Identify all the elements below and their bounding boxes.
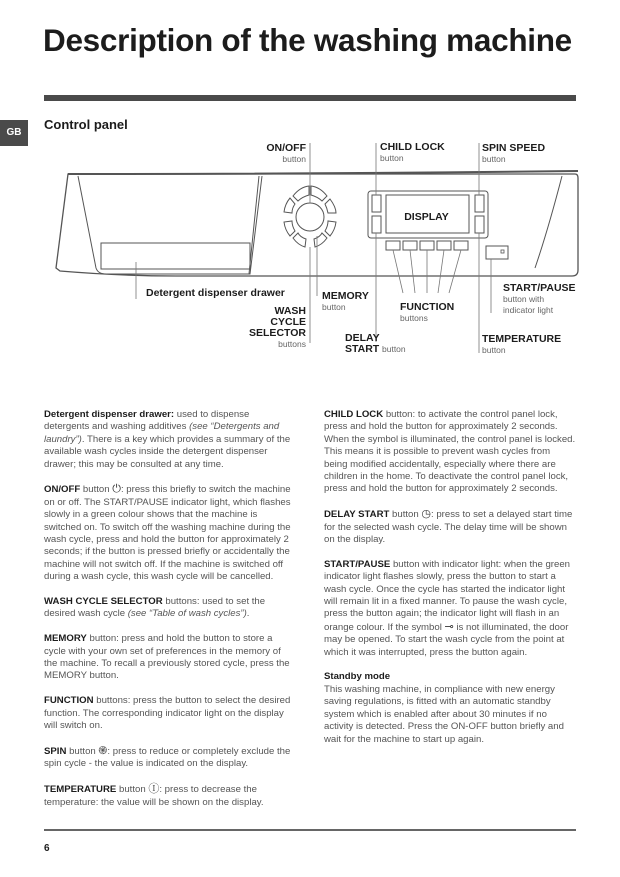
temperature-button-shape bbox=[475, 216, 484, 233]
para-function bbox=[44, 695, 296, 732]
callout-delay-start-sub: button bbox=[382, 344, 406, 354]
function-button-5 bbox=[454, 241, 468, 250]
child-lock-button-shape bbox=[372, 195, 381, 212]
callout-memory-sub: button bbox=[322, 302, 346, 312]
page-title: Description of the washing machine bbox=[43, 22, 572, 58]
temperature-icon: Ⓘ bbox=[148, 783, 160, 796]
para-text: button: to activate the control panel lock, press and hold the button for approximately 2 seconds. When the symbol is illuminated, the control panel is locked. This means it is possible to prevent wash cycles from being modified accidentally, especially where there are children in the home. To deactivate the control panel lock, press and hold the button for approximately 2 seconds. bbox=[324, 409, 576, 495]
callout-delay-start-l2: START bbox=[345, 343, 380, 355]
drawer-outline bbox=[78, 176, 262, 274]
page-number: 6 bbox=[44, 843, 50, 854]
para-heading: DELAY START bbox=[324, 509, 390, 521]
para-heading: TEMPERATURE bbox=[44, 784, 117, 796]
callout-detergent-name: Detergent dispenser drawer bbox=[146, 287, 285, 299]
callout-spin-speed-sub: button bbox=[482, 154, 506, 164]
para-text: : press to set a delayed start time for the selected wash cycle. The delay time will be shown on the display. bbox=[324, 509, 573, 546]
callout-start-pause bbox=[503, 283, 593, 316]
para-on-off bbox=[44, 483, 296, 583]
panel-outline bbox=[56, 174, 578, 276]
para-text: button bbox=[66, 745, 99, 757]
callout-detergent-drawer bbox=[146, 288, 306, 299]
para-heading: WASH CYCLE SELECTOR bbox=[44, 596, 163, 608]
para-memory bbox=[44, 633, 296, 683]
para-spin bbox=[44, 745, 296, 771]
callout-delay-start bbox=[345, 333, 435, 355]
cross-reference: (see “Detergents and laundry”) bbox=[44, 421, 280, 445]
callout-function-name: FUNCTION bbox=[400, 301, 455, 313]
function-button-4 bbox=[437, 241, 451, 250]
para-text: : press to decrease the temperature: the value will be shown on the display. bbox=[44, 784, 264, 808]
para-text: button: press and hold the button to store a cycle with your own set of preferences in the memory of the machine. To recall a previously stored cycle, press the MEMORY button. bbox=[44, 633, 290, 682]
title-rule bbox=[44, 95, 576, 101]
section-title: Control panel bbox=[44, 117, 128, 132]
start-pause-button-shape bbox=[486, 246, 508, 259]
callout-start-pause-name: START/PAUSE bbox=[503, 282, 576, 294]
callout-child-lock-sub: button bbox=[380, 153, 404, 163]
para-text: This washing machine, in compliance with new energy saving regulations, is fitted with an automatic standby system which is enabled after about 30 minutes if no activity is detected. Press the ON-OFF button briefly and wait for the machine to start up again. bbox=[324, 683, 564, 745]
right-column bbox=[324, 409, 576, 758]
para-text: buttons: press the button to select the desired function. The corresponding indicator light on the display will switch on. bbox=[44, 695, 291, 732]
spin-speed-button-shape bbox=[475, 195, 484, 212]
display-housing bbox=[368, 191, 488, 238]
para-text: : press to reduce or completely exclude the spin cycle - the value is indicated on the display. bbox=[44, 745, 291, 770]
para-heading: ON/OFF bbox=[44, 484, 81, 496]
para-text: buttons: used to set the desired wash cycle bbox=[44, 596, 266, 620]
callout-wash-cycle-sub: buttons bbox=[278, 339, 306, 349]
spin-icon: ֎ bbox=[98, 744, 108, 757]
para-text: button bbox=[389, 509, 422, 521]
para-child-lock bbox=[324, 409, 576, 496]
para-heading: MEMORY bbox=[44, 633, 87, 645]
callout-wash-cycle-selector bbox=[236, 306, 306, 350]
callout-child-lock bbox=[380, 142, 470, 164]
callout-delay-start-l1: DELAY bbox=[345, 332, 380, 344]
para-standby-mode bbox=[324, 671, 576, 745]
power-icon: ⏻ bbox=[112, 483, 121, 496]
callout-on-off bbox=[240, 143, 306, 165]
para-wash-cycle-selector bbox=[44, 596, 296, 621]
control-panel-diagram bbox=[0, 0, 620, 400]
callout-wash-cycle-l3: SELECTOR bbox=[249, 327, 306, 339]
callout-child-lock-name: CHILD LOCK bbox=[380, 141, 445, 153]
para-text: used to dispense detergents and washing additives bbox=[44, 409, 250, 433]
para-text: is not illuminated, the door may be opened. To start the wash cycle from the point at which it was interrupted, press the button again. bbox=[324, 621, 569, 658]
callout-spin-speed bbox=[482, 143, 572, 165]
callout-start-pause-sub1: button with bbox=[503, 294, 545, 304]
para-heading: CHILD LOCK bbox=[324, 409, 384, 420]
para-heading: FUNCTION bbox=[44, 695, 94, 707]
callout-memory-name: MEMORY bbox=[322, 290, 369, 302]
para-text: button with indicator light: when the green indicator light flashes slowly, press the button to start a wash cycle. Once the cycle has started the indicator light will remain lit in a fixed manner. To pause the wash cycle, press the button again; the indicator light will flash in an orange colour. If the symbol bbox=[324, 558, 571, 633]
subsection-heading: Standby mode bbox=[324, 671, 391, 683]
callout-wash-cycle-l2: CYCLE bbox=[270, 316, 306, 328]
para-start-pause bbox=[324, 559, 576, 659]
footer-rule bbox=[44, 829, 576, 831]
function-button-3 bbox=[420, 241, 434, 250]
para-text: : press this briefly to switch the machine on or off. The START/PAUSE indicator light, which flashes slowly in a green colour shows that the machine is switched on. To switch off the washing machine during the wash cycle, press and hold the button for approximately 2 seconds; if the button is pressed briefly or accidentally the machine will not switch off. If the machine is switched off during a wash cycle, this wash cycle will be cancelled. bbox=[44, 484, 291, 583]
para-text: . bbox=[246, 608, 250, 620]
para-text: button bbox=[116, 784, 149, 796]
para-heading: Detergent dispenser drawer: bbox=[44, 409, 175, 420]
callout-temperature-name: TEMPERATURE bbox=[482, 333, 562, 345]
para-text: . There is a key which provides a summary of the available wash cycles inside the detergent dispenser drawer; this may be consulted at any time. bbox=[44, 433, 291, 470]
callout-on-off-name: ON/OFF bbox=[266, 142, 306, 154]
callout-function-sub: buttons bbox=[400, 313, 428, 323]
language-tab: GB bbox=[0, 120, 28, 146]
drawer-handle bbox=[101, 243, 250, 269]
callout-temperature bbox=[482, 334, 582, 356]
callout-temperature-sub: button bbox=[482, 345, 506, 355]
callout-spin-speed-name: SPIN SPEED bbox=[482, 142, 546, 154]
panel-top-edge bbox=[68, 171, 578, 174]
delay-clock-icon: ◷ bbox=[421, 508, 432, 521]
display-screen bbox=[386, 195, 469, 233]
para-text: button bbox=[80, 484, 113, 496]
callout-on-off-sub: button bbox=[282, 154, 306, 164]
start-pause-indicator bbox=[501, 250, 504, 253]
function-button-1 bbox=[386, 241, 400, 250]
on-off-button-shape bbox=[296, 203, 324, 231]
cross-reference: (see “Table of wash cycles”) bbox=[127, 608, 247, 620]
para-heading: SPIN bbox=[44, 745, 67, 757]
door-lock-key-icon: ⊸ bbox=[444, 620, 454, 633]
callout-wash-cycle-l1: WASH bbox=[274, 305, 306, 317]
para-delay-start bbox=[324, 508, 576, 546]
display-label: DISPLAY bbox=[404, 211, 449, 223]
para-detergent-drawer bbox=[44, 409, 296, 471]
para-heading: START/PAUSE bbox=[324, 558, 391, 570]
left-column bbox=[44, 409, 296, 821]
selector-segments bbox=[284, 186, 336, 247]
delay-start-button-shape bbox=[372, 216, 381, 233]
callout-start-pause-sub2: indicator light bbox=[503, 305, 554, 315]
para-temperature bbox=[44, 783, 296, 809]
function-button-2 bbox=[403, 241, 417, 250]
callout-function bbox=[400, 302, 480, 324]
callout-memory bbox=[322, 291, 392, 313]
